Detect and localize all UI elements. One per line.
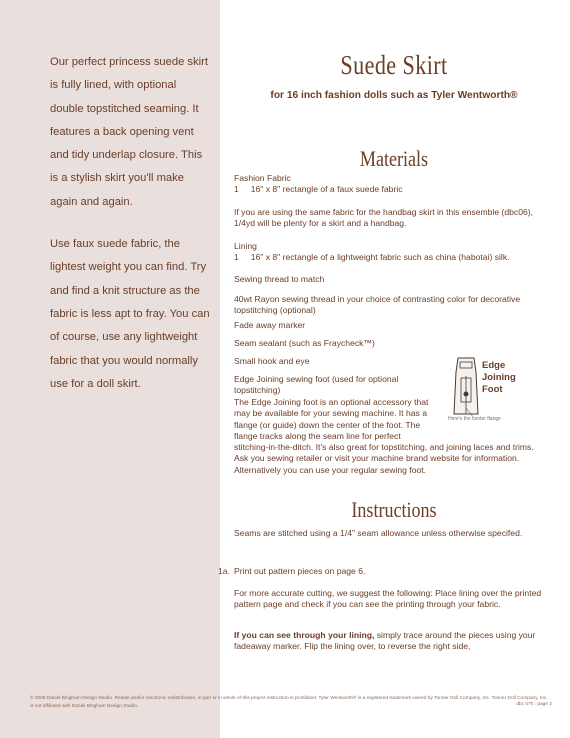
foot-caption: Here's the center flange (448, 416, 501, 422)
foot-label (482, 360, 516, 396)
step-text: Print out pattern pieces on page 6. (234, 566, 366, 576)
lining-item: 1 16" x 8" rectangle of a lightweight fabric such as china (habotai) silk. (234, 252, 510, 262)
foot-label-line-2: Joining (482, 372, 516, 383)
fashion-fabric-item: 1 16" x 8" rectangle of a faux suede fabric (234, 184, 403, 194)
intro-paragraph-2: Use faux suede fabric, the lightest weight you can find. Try and find a knit structure as the fabric is less apt to fray. You can of course, use any lightweight fabric that you would normally use for a doll skirt. (50, 238, 210, 390)
foot-title: Edge Joining sewing foot (used for optional topstitching) (234, 374, 399, 396)
footer-copyright: © 2006 Daniel Bingham Design Studio. Resale and/or electronic redistribution, in part or in whole of this project instruction is prohibited. Tyler Wentworth® is a registered trademark owned by Tonner Doll Company, Inc. Tonner Doll Company, Inc. is not affiliated with Daniel Bingham Design Studio. (30, 696, 548, 709)
seam-note: Seams are stitched using a 1/4" seam allowance unless otherwise specifed. (234, 528, 523, 538)
foot-description: The Edge Joining foot is an optional accessory that may be available for your sewing machine. It has a flange (or guide) down the center of the foot. The flange tracks along the seam line for perfect stitching-in-the-ditch. It's also great for topstitching, and joining laces and trims. Ask you sewing retailer or visit your machine brand website for information. Alternatively you can use your regular sewing foot. (234, 397, 549, 476)
page-title: Suede Skirt (340, 50, 448, 80)
materials-heading: Materials (359, 146, 429, 171)
foot-label-line-1: Edge (482, 360, 506, 371)
rayon-item: 40wt Rayon sewing thread in your choice of contrasting color for decorative topstitching (optional) (234, 294, 521, 316)
accuracy-note: For more accurate cutting, we suggest the following: Place lining over the printed pattern page and check if you can see the printing through your fabric. (234, 588, 542, 610)
handbag-note: If you are using the same fabric for the handbag skirt in this ensemble (dbc06), 1/4yd will be plenty for a skirt and a handbag. (234, 207, 534, 229)
thread-item: Sewing thread to match (234, 274, 325, 284)
intro-paragraph-1: Our perfect princess suede skirt is fully lined, with optional double topstitched seaming. It features a back opening vent and tidy underlap closure. This is a stylish skirt you'll make again and again. (50, 56, 208, 208)
lining-label: Lining (234, 241, 257, 251)
see-through-bold: If you can see through your lining, (234, 630, 375, 640)
page-subtitle: for 16 inch fashion dolls such as Tyler Wentworth® (270, 90, 518, 101)
footer-page-number: dbc 07h : page 2 (516, 702, 552, 707)
see-through-note (234, 630, 554, 653)
marker-item: Fade away marker (234, 320, 306, 330)
instructions-heading: Instructions (351, 497, 437, 522)
sealant-item: Seam sealant (such as Fraycheck™) (234, 338, 375, 348)
see-through-rest: simply trace around the pieces using your fadeaway marker. Flip the lining over, to reverse the right side, (234, 630, 536, 652)
foot-label-line-3: Foot (482, 384, 503, 395)
step-number: 1a. (218, 566, 230, 576)
hook-item: Small hook and eye (234, 356, 310, 366)
fashion-fabric-label: Fashion Fabric (234, 173, 291, 183)
intro-text (50, 51, 210, 415)
